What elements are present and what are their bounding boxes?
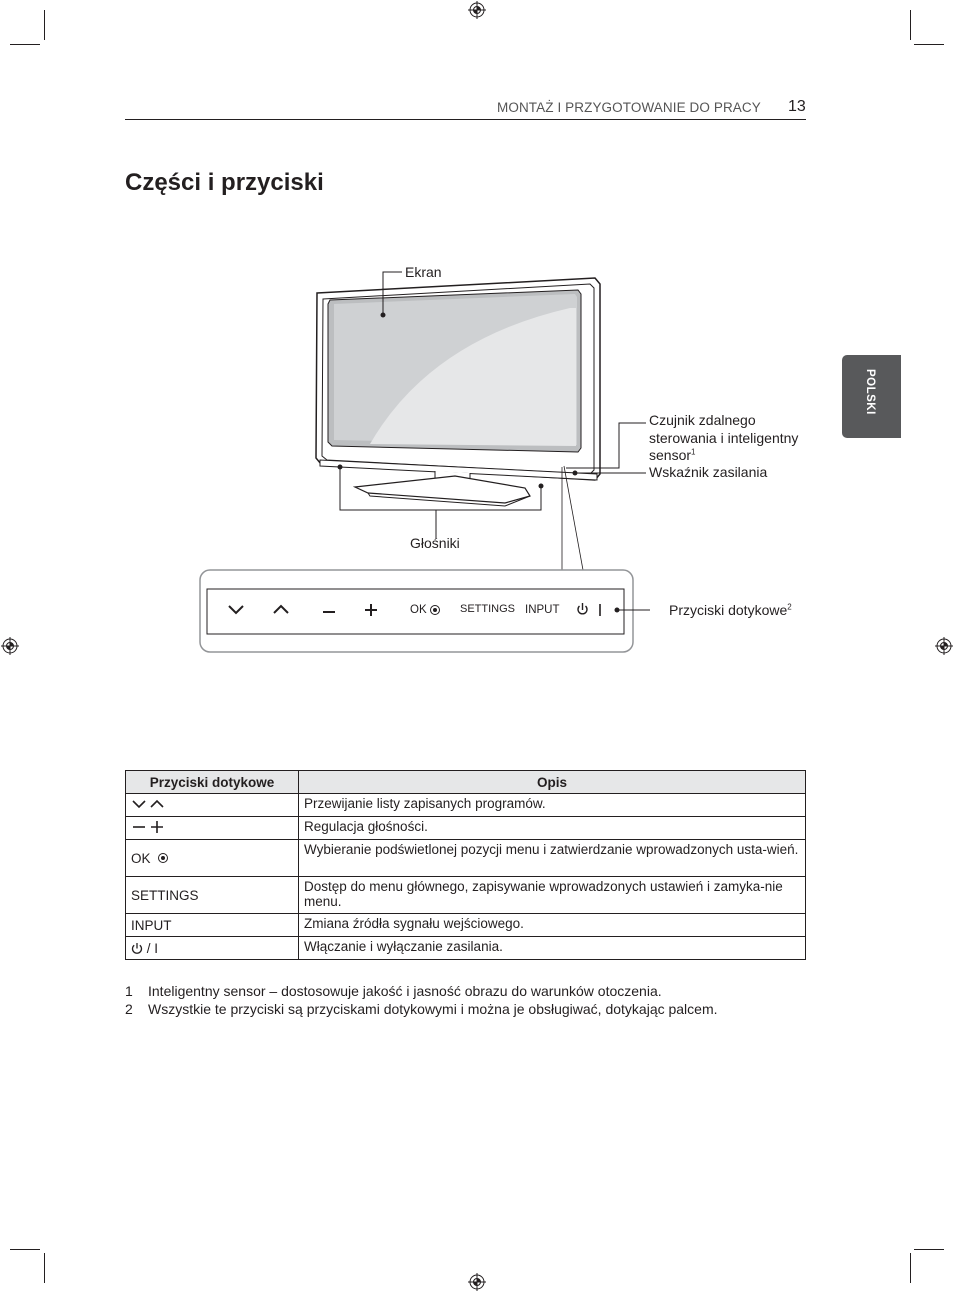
strip-input-label: INPUT xyxy=(525,604,560,616)
table-row xyxy=(126,840,806,877)
table-row xyxy=(126,794,806,817)
table-cell-desc: Wybieranie podświetlonej pozycji menu i zatwierdzanie wprowadzonych usta-wień. xyxy=(299,840,806,877)
key-label: OK xyxy=(131,850,151,866)
table-header: Przyciski dotykowe xyxy=(126,771,299,794)
label-power-indicator: Wskaźnik zasilania xyxy=(649,464,768,480)
table-cell-desc: Regulacja głośności. xyxy=(299,817,806,840)
crop-mark xyxy=(44,1253,45,1283)
table-row xyxy=(126,914,806,937)
ok-radio-icon xyxy=(157,852,169,864)
table-row xyxy=(126,877,806,914)
table-row xyxy=(126,817,806,840)
header-divider xyxy=(125,119,806,120)
table-cell-key xyxy=(126,817,299,840)
page-number: 13 xyxy=(788,98,806,115)
table-header: Opis xyxy=(299,771,806,794)
crop-mark xyxy=(914,1249,944,1250)
crop-mark xyxy=(10,44,40,45)
language-tab xyxy=(842,355,901,438)
footnote-text: Inteligentny sensor – dostosowuje jakość i jasność obrazu do warunków otoczenia. xyxy=(148,983,662,999)
section-header: MONTAŻ I PRZYGOTOWANIE DO PRACY xyxy=(497,100,761,115)
touch-buttons-table xyxy=(125,770,806,960)
registration-mark-icon xyxy=(468,1273,486,1291)
arrow-down-up-icon xyxy=(131,798,167,810)
table-cell-key xyxy=(126,840,299,877)
label-speakers: Głośniki xyxy=(410,535,460,551)
crop-mark xyxy=(910,10,911,40)
minus-plus-icon xyxy=(131,821,167,833)
strip-ok-label: OK xyxy=(410,604,427,616)
footnote-number: 2 xyxy=(125,1001,133,1017)
label-sensor-line2: sterowania i inteligentny xyxy=(649,430,799,446)
table-cell-key xyxy=(126,937,299,960)
label-touch-buttons: Przyciski dotykowe$^2$ xyxy=(669,602,792,618)
language-tab-label: POLSKI xyxy=(864,369,876,415)
footnote xyxy=(125,983,662,999)
label-sensor-line3: sensor$^1$ xyxy=(649,447,696,463)
crop-mark xyxy=(914,44,944,45)
table-cell-desc: Włączanie i wyłączanie zasilania. xyxy=(299,937,806,960)
footnote-ref: 2 xyxy=(787,602,792,612)
label-sensor-line1: Czujnik zdalnego xyxy=(649,412,756,428)
registration-mark-icon xyxy=(468,1,486,19)
registration-mark-icon xyxy=(935,637,953,655)
table-cell-key: SETTINGS xyxy=(126,877,299,914)
table-cell-key: INPUT xyxy=(126,914,299,937)
footnote xyxy=(125,1001,718,1017)
table-row xyxy=(126,937,806,960)
footnote-number: 1 xyxy=(125,983,133,999)
registration-mark-icon xyxy=(1,637,19,655)
crop-mark xyxy=(44,10,45,40)
footnote-ref: 1 xyxy=(691,447,696,457)
crop-mark xyxy=(910,1253,911,1283)
footnote-text: Wszystkie te przyciski są przyciskami dotykowymi i można je obsługiwać, dotykając palcem. xyxy=(148,1001,718,1017)
key-label: / I xyxy=(146,940,159,956)
label-screen: Ekran xyxy=(405,264,442,280)
table-cell-desc: Zmiana źródła sygnału wejściowego. xyxy=(299,914,806,937)
table-cell-desc: Dostęp do menu głównego, zapisywanie wprowadzonych ustawień i zamyka-nie menu. xyxy=(299,877,806,914)
page-title: Części i przyciski xyxy=(125,169,324,196)
power-icon xyxy=(131,942,143,954)
table-cell-desc: Przewijanie listy zapisanych programów. xyxy=(299,794,806,817)
tv-diagram xyxy=(190,260,650,660)
table-cell-key xyxy=(126,794,299,817)
crop-mark xyxy=(10,1249,40,1250)
strip-settings-label: SETTINGS xyxy=(460,603,516,615)
